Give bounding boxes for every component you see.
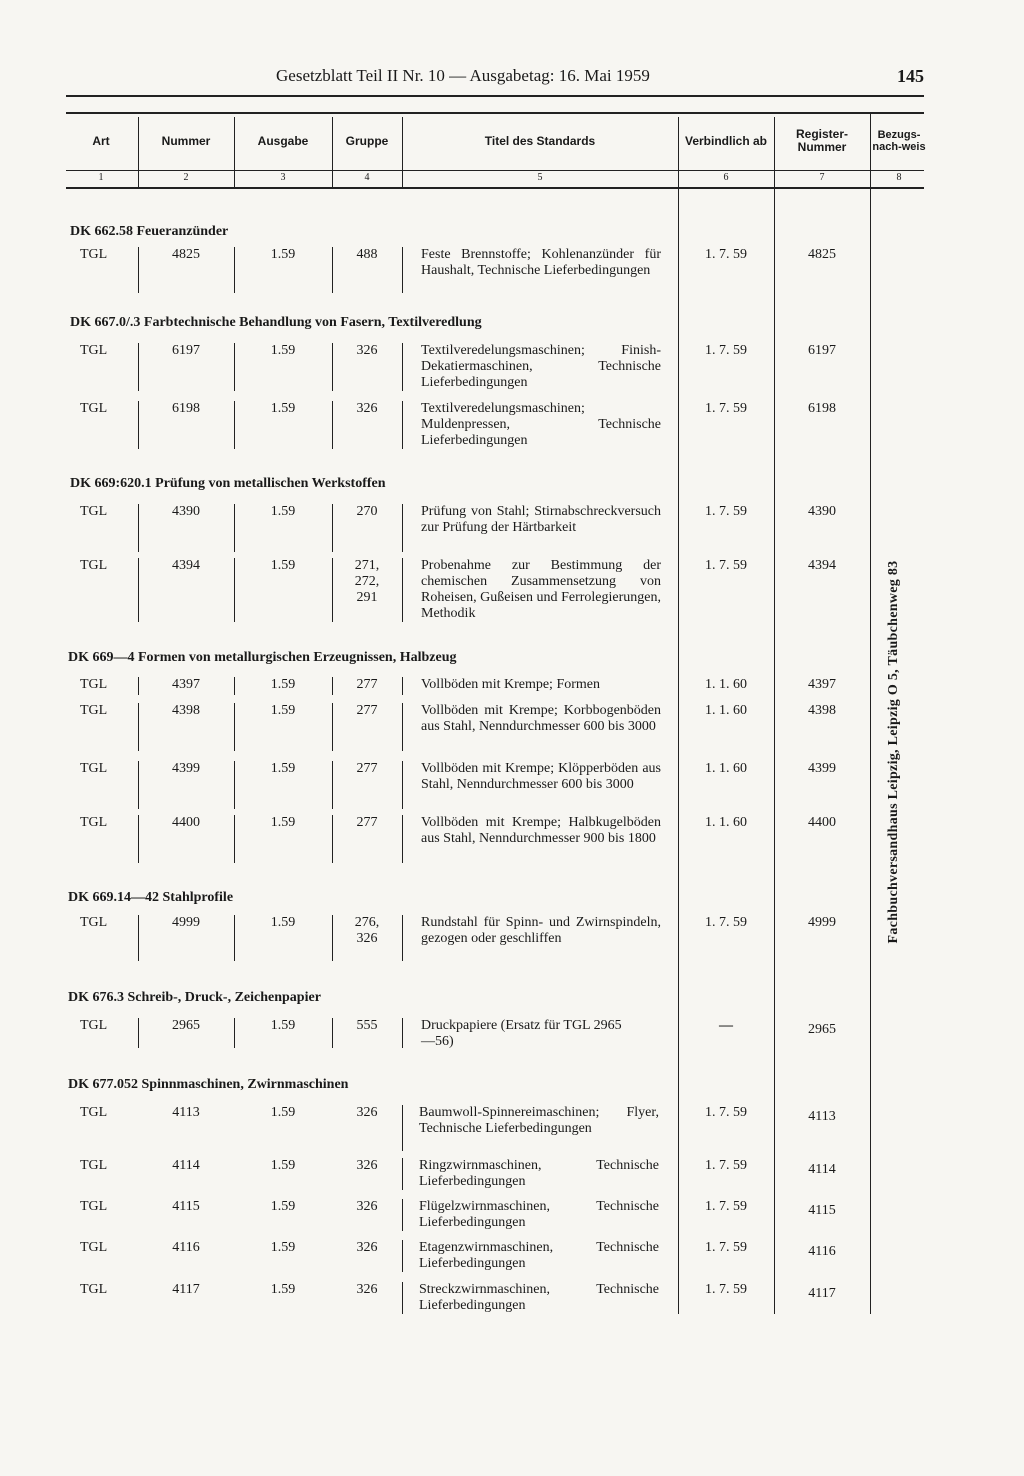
cell-art: TGL: [80, 1158, 108, 1173]
cell-verbindlich: 1. 7. 59: [705, 401, 747, 416]
column-number: 1: [98, 172, 104, 183]
cell-art: TGL: [80, 915, 108, 930]
cell-nummer: 4999: [172, 915, 200, 930]
cell-nummer: 4116: [172, 1240, 200, 1255]
cell-nummer: 2965: [172, 1018, 200, 1033]
row-bar: [138, 401, 139, 449]
row-bar: [138, 677, 139, 695]
cell-register: 4397: [808, 677, 836, 692]
column-header-verbindlich: Verbindlich ab: [684, 133, 768, 148]
cell-nummer: 4113: [172, 1105, 200, 1120]
row-bar: [332, 915, 333, 961]
row-bar: [402, 677, 403, 695]
row-bar: [332, 558, 333, 622]
cell-verbindlich: 1. 1. 60: [705, 677, 747, 692]
cell-register: 6198: [808, 401, 836, 416]
row-bar: [234, 401, 235, 449]
row-bar: [332, 761, 333, 809]
cell-verbindlich: 1. 7. 59: [705, 1105, 747, 1120]
cell-ausgabe: 1.59: [270, 815, 296, 830]
cell-nummer: 4398: [172, 703, 200, 718]
row-bar: [234, 761, 235, 809]
cell-art: TGL: [80, 1105, 108, 1120]
row-bar: [402, 1158, 403, 1190]
row-bar: [332, 815, 333, 863]
cell-art: TGL: [80, 815, 108, 830]
cell-register: 4394: [808, 558, 836, 573]
cell-art: TGL: [80, 677, 108, 692]
row-bar: [402, 703, 403, 751]
cell-register: 4117: [808, 1286, 836, 1301]
column-header-bezugsnachweis: Bezugs-nach-weis: [872, 129, 926, 153]
cell-nummer: 4115: [172, 1199, 200, 1214]
row-bar: [402, 761, 403, 809]
cell-art: TGL: [80, 401, 108, 416]
cell-nummer: 4825: [172, 247, 200, 262]
row-bar: [402, 504, 403, 552]
cell-register: 4999: [808, 915, 836, 930]
cell-gruppe: 277: [356, 703, 378, 718]
cell-verbindlich: —: [719, 1018, 733, 1033]
row-bar: [138, 815, 139, 863]
cell-ausgabe: 1.59: [270, 401, 296, 416]
cell-verbindlich: 1. 7. 59: [705, 1199, 747, 1214]
column-divider-body: [870, 188, 871, 1314]
row-bar: [402, 558, 403, 622]
column-header-art: Art: [92, 133, 110, 148]
cell-ausgabe: 1.59: [270, 504, 296, 519]
column-divider-body: [678, 188, 679, 1314]
cell-register: 4113: [808, 1109, 836, 1124]
row-bar: [138, 558, 139, 622]
row-bar: [332, 1018, 333, 1048]
column-header-nummer: Nummer: [161, 133, 211, 148]
cell-art: TGL: [80, 504, 108, 519]
cell-titel: Baumwoll-Spinnereimaschinen; Flyer, Technische Lieferbedingungen: [419, 1105, 659, 1136]
column-header-gruppe: Gruppe: [345, 133, 389, 148]
cell-ausgabe: 1.59: [270, 1282, 296, 1297]
cell-ausgabe: 1.59: [270, 558, 296, 573]
section-heading: DK 676.3 Schreib-, Druck-, Zeichenpapier: [68, 990, 321, 1005]
cell-titel: Ringzwirnmaschinen, Technische Lieferbedingungen: [419, 1158, 659, 1189]
cell-art: TGL: [80, 1018, 108, 1033]
cell-titel: Druckpapiere (Ersatz für TGL 2965—56): [421, 1018, 622, 1049]
page-number: 145: [897, 66, 924, 86]
cell-titel: Textilveredelungsmaschinen; Muldenpressen, Technische Lieferbedingungen: [421, 401, 661, 448]
cell-verbindlich: 1. 1. 60: [705, 703, 747, 718]
row-bar: [402, 247, 403, 293]
cell-nummer: 4117: [172, 1282, 200, 1297]
cell-nummer: 6197: [172, 343, 200, 358]
cell-art: TGL: [80, 1282, 108, 1297]
column-header-row: [66, 112, 924, 188]
cell-ausgabe: 1.59: [270, 1240, 296, 1255]
page-title: Gesetzblatt Teil II Nr. 10 — Ausgabetag: 16. Mai 1959: [276, 66, 650, 85]
cell-gruppe: 326: [356, 1199, 378, 1214]
cell-register: 4114: [808, 1162, 836, 1177]
cell-gruppe: 555: [356, 1018, 378, 1033]
section-heading: DK 669—4 Formen von metallurgischen Erzeugnissen, Halbzeug: [68, 650, 457, 665]
cell-nummer: 4400: [172, 815, 200, 830]
cell-register: 4398: [808, 703, 836, 718]
column-divider: [402, 117, 403, 187]
row-bar: [234, 1018, 235, 1048]
cell-verbindlich: 1. 7. 59: [705, 1282, 747, 1297]
row-bar: [402, 815, 403, 863]
cell-gruppe: 326: [356, 343, 378, 358]
section-heading: DK 669.14—42 Stahlprofile: [68, 890, 234, 905]
section-heading: DK 677.052 Spinnmaschinen, Zwirnmaschinen: [68, 1077, 349, 1092]
cell-art: TGL: [80, 761, 108, 776]
cell-gruppe: 277: [356, 761, 378, 776]
cell-verbindlich: 1. 7. 59: [705, 915, 747, 930]
column-divider: [774, 117, 775, 187]
column-number: 3: [280, 172, 286, 183]
cell-nummer: 4390: [172, 504, 200, 519]
row-bar: [234, 247, 235, 293]
publisher-vertical-text: Fachbuchversandhaus Leipzig, Leipzig O 5, Täubchenweg 83: [886, 560, 901, 944]
header-rule: [66, 95, 924, 97]
row-bar: [138, 504, 139, 552]
cell-art: TGL: [80, 247, 108, 262]
cell-verbindlich: 1. 7. 59: [705, 1158, 747, 1173]
column-number: 4: [364, 172, 370, 183]
cell-verbindlich: 1. 7. 59: [705, 343, 747, 358]
cell-gruppe: 326: [356, 1158, 378, 1173]
cell-gruppe: 270: [356, 504, 378, 519]
cell-nummer: 4394: [172, 558, 200, 573]
column-number: 2: [183, 172, 189, 183]
row-bar: [234, 915, 235, 961]
cell-verbindlich: 1. 7. 59: [705, 1240, 747, 1255]
cell-titel: Probenahme zur Bestimmung der chemischen Zusammensetzung von Roheisen, Gußeisen und Ferrolegierungen, Methodik: [421, 558, 661, 621]
cell-gruppe: 277: [356, 677, 378, 692]
column-header-register: Register-Nummer: [795, 127, 848, 154]
row-bar: [402, 1199, 403, 1231]
column-divider: [870, 113, 871, 187]
cell-register: 4115: [808, 1203, 836, 1218]
cell-titel: Vollböden mit Krempe; Formen: [421, 677, 600, 692]
cell-verbindlich: 1. 7. 59: [705, 558, 747, 573]
cell-ausgabe: 1.59: [270, 1199, 296, 1214]
cell-art: TGL: [80, 703, 108, 718]
cell-titel: Vollböden mit Krempe; Halbkugelböden aus Stahl, Nenndurchmesser 900 bis 1800: [421, 815, 661, 846]
cell-art: TGL: [80, 1240, 108, 1255]
row-bar: [138, 1018, 139, 1048]
cell-gruppe: 488: [356, 247, 378, 262]
cell-register: 4116: [808, 1244, 836, 1259]
row-bar: [138, 247, 139, 293]
cell-ausgabe: 1.59: [270, 915, 296, 930]
cell-titel: Vollböden mit Krempe; Korbbogenböden aus Stahl, Nenndurchmesser 600 bis 3000: [421, 703, 661, 734]
cell-nummer: 6198: [172, 401, 200, 416]
cell-nummer: 4114: [172, 1158, 200, 1173]
row-bar: [332, 504, 333, 552]
row-bar: [234, 815, 235, 863]
cell-gruppe: 326: [356, 1282, 378, 1297]
cell-register: 4825: [808, 247, 836, 262]
column-header-ausgabe: Ausgabe: [257, 133, 309, 148]
cell-gruppe: 326: [356, 1105, 378, 1120]
section-heading: DK 669:620.1 Prüfung von metallischen Werkstoffen: [70, 476, 386, 491]
cell-titel: Textilveredelungsmaschinen; Finish-Dekatiermaschinen, Technische Lieferbedingungen: [421, 343, 661, 390]
row-bar: [402, 1018, 403, 1048]
row-bar: [234, 703, 235, 751]
cell-gruppe: 276, 326: [354, 915, 380, 946]
row-bar: [138, 343, 139, 391]
row-bar: [234, 343, 235, 391]
row-bar: [138, 761, 139, 809]
cell-register: 6197: [808, 343, 836, 358]
row-bar: [402, 343, 403, 391]
section-heading: DK 667.0/.3 Farbtechnische Behandlung von Fasern, Textilveredlung: [70, 315, 482, 330]
cell-register: 4400: [808, 815, 836, 830]
cell-ausgabe: 1.59: [270, 247, 296, 262]
row-bar: [402, 401, 403, 449]
row-bar: [234, 558, 235, 622]
cell-titel: Vollböden mit Krempe; Klöpperböden aus Stahl, Nenndurchmesser 600 bis 3000: [421, 761, 661, 792]
cell-nummer: 4397: [172, 677, 200, 692]
cell-gruppe: 277: [356, 815, 378, 830]
row-bar: [332, 343, 333, 391]
cell-titel: Flügelzwirnmaschinen, Technische Lieferbedingungen: [419, 1199, 659, 1230]
row-bar: [234, 677, 235, 695]
cell-titel: Feste Brennstoffe; Kohlenanzünder für Haushalt, Technische Lieferbedingungen: [421, 247, 661, 278]
cell-art: TGL: [80, 343, 108, 358]
cell-ausgabe: 1.59: [270, 1018, 296, 1033]
cell-verbindlich: 1. 1. 60: [705, 815, 747, 830]
cell-verbindlich: 1. 7. 59: [705, 247, 747, 262]
row-bar: [332, 247, 333, 293]
row-bar: [402, 1282, 403, 1314]
cell-art: TGL: [80, 558, 108, 573]
cell-gruppe: 326: [356, 401, 378, 416]
column-header-titel: Titel des Standards: [484, 133, 596, 148]
row-bar: [332, 677, 333, 695]
row-bar: [402, 915, 403, 961]
row-bar: [332, 703, 333, 751]
cell-verbindlich: 1. 7. 59: [705, 504, 747, 519]
column-number: 8: [896, 172, 902, 183]
cell-gruppe: 271, 272, 291: [354, 558, 380, 605]
cell-titel: Prüfung von Stahl; Stirnabschreckversuch zur Prüfung der Härtbarkeit: [421, 504, 661, 535]
row-bar: [332, 401, 333, 449]
column-divider: [234, 117, 235, 187]
cell-ausgabe: 1.59: [270, 343, 296, 358]
cell-nummer: 4399: [172, 761, 200, 776]
cell-ausgabe: 1.59: [270, 1158, 296, 1173]
column-divider: [332, 117, 333, 187]
row-bar: [402, 1240, 403, 1272]
column-divider-body: [774, 188, 775, 1314]
column-divider: [678, 117, 679, 187]
column-divider: [138, 117, 139, 187]
row-bar: [138, 915, 139, 961]
cell-titel: Streckzwirnmaschinen, Technische Lieferbedingungen: [419, 1282, 659, 1313]
cell-ausgabe: 1.59: [270, 677, 296, 692]
row-bar: [234, 504, 235, 552]
column-number: 6: [723, 172, 729, 183]
cell-titel: Etagenzwirnmaschinen, Technische Lieferbedingungen: [419, 1240, 659, 1271]
cell-register: 4399: [808, 761, 836, 776]
cell-register: 2965: [808, 1022, 836, 1037]
cell-ausgabe: 1.59: [270, 703, 296, 718]
cell-verbindlich: 1. 1. 60: [705, 761, 747, 776]
cell-art: TGL: [80, 1199, 108, 1214]
section-heading: DK 662.58 Feueranzünder: [70, 224, 229, 239]
cell-register: 4390: [808, 504, 836, 519]
cell-ausgabe: 1.59: [270, 1105, 296, 1120]
column-number: 5: [537, 172, 543, 183]
cell-gruppe: 326: [356, 1240, 378, 1255]
cell-ausgabe: 1.59: [270, 761, 296, 776]
page-header: [66, 66, 924, 96]
cell-titel: Rundstahl für Spinn- und Zwirnspindeln, gezogen oder geschliffen: [421, 915, 661, 946]
row-bar: [138, 703, 139, 751]
column-number: 7: [819, 172, 825, 183]
row-bar: [402, 1105, 403, 1151]
